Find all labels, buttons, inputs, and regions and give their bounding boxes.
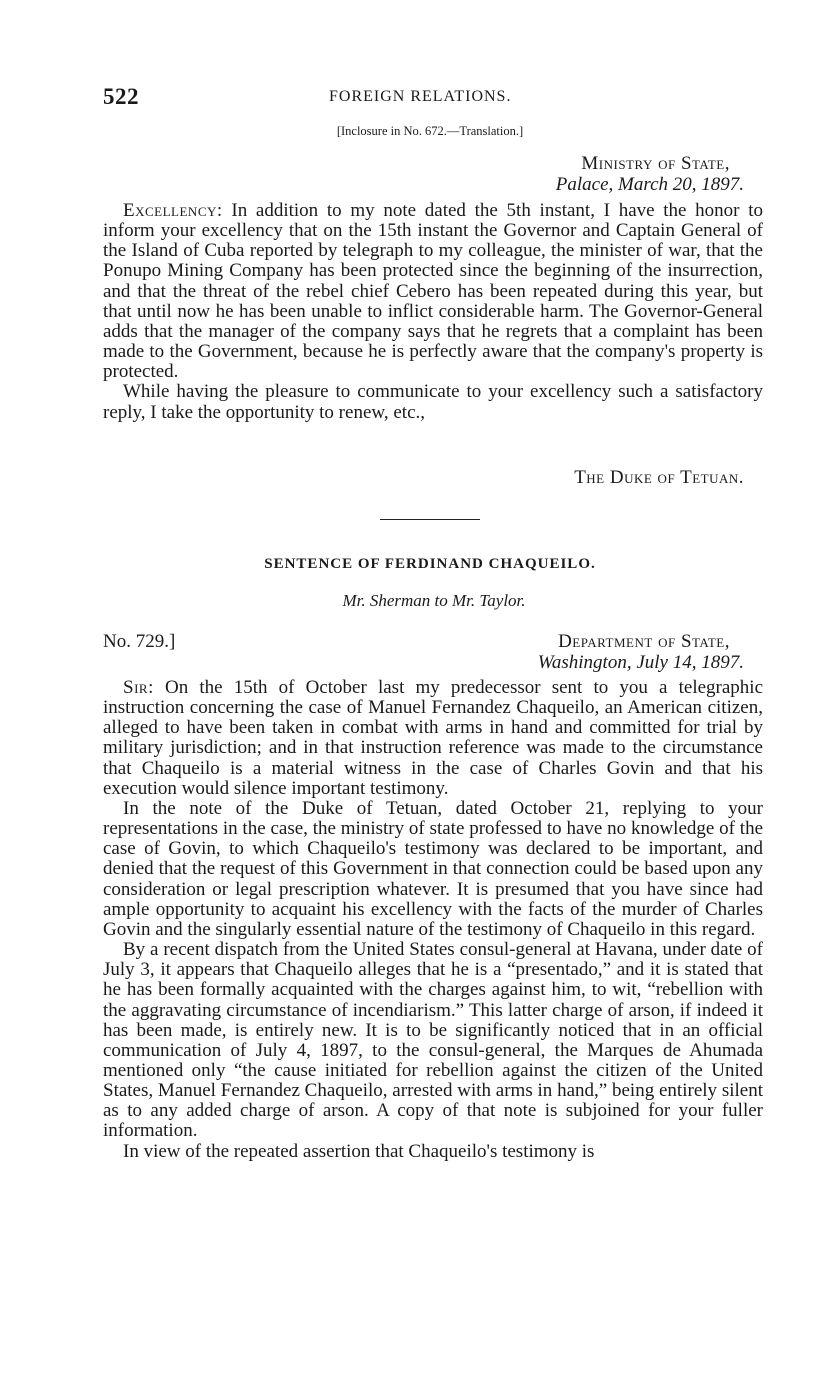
page-number: 522 — [103, 84, 139, 109]
paragraph: While having the pleasure to communicate to your excellency such a satisfactory reply, I take the opportunity to renew, etc., — [103, 381, 763, 423]
paragraph — [103, 201, 763, 382]
running-title: FOREIGN RELATIONS. — [329, 88, 512, 105]
place: Palace, — [555, 174, 614, 195]
place-date-line — [556, 174, 744, 196]
running-head — [103, 84, 763, 112]
paragraph: In view of the repeated assertion that Chaqueilo's testimony is — [123, 1140, 595, 1162]
section-subheading: Mr. Sherman to Mr. Taylor. — [342, 591, 526, 610]
sender-line: Ministry of State, — [581, 153, 730, 174]
paragraph: By a recent dispatch from the United States consul-general at Havana, under date of July 3, it appears that Chaqueilo alleges that he is a “presentado,” and it is stated that he has been formally acquainted with the charges against him, to wit, “rebellion with the aggravating circumstance of incendiarism.” This latter charge of arson, if indeed it has been made, is entirely new. It is to be significantly noticed that in an official communication of July 4, 1897, to the consul-general, the Marques de Ahumada mentioned only “the cause initiated for rebellion against the citizen of the United States, Manuel Fernandez Chaqueilo, arrested with arms in hand,” being entirely silent as to any added charge of arson. A copy of that note is subjoined for your fuller information. — [103, 939, 763, 1142]
paragraph: In the note of the Duke of Tetuan, dated October 21, replying to your representations in the case, the ministry of state professed to have no knowledge of the case of Govin, to which Chaqueilo's testimony was declared to be important, and denied that the request of this Government in that connection could be based upon any consideration or legal prescription whatever. It is presumed that you have since had ample opportunity to acquaint his excellency with the facts of the murder of Charles Govin and the singularly essential nature of the testimony of Chaqueilo in this regard. — [103, 797, 763, 940]
signature: The Duke of Tetuan. — [574, 467, 744, 488]
date: March 20, 1897. — [618, 174, 744, 195]
salutation: Sir: — [123, 677, 154, 698]
dispatch-number: No. 729.] — [103, 631, 176, 652]
paragraph-text: On the 15th of October last my predecessor sent to you a telegraphic instruction concerning the case of Manuel Fernandez Chaqueilo, an American citizen, alleged to have been taken in combat with arms in hand and committed for trial by military jurisdiction; and in that instruction reference was made to the circumstance that Chaqueilo is a material witness in the case of Charles Govin and that his execution would silence important testimony. — [103, 677, 764, 799]
letter-body — [103, 678, 763, 1162]
paragraph-text: In addition to my note dated the 5th instant, I have the honor to inform your excellency that on the 15th instant the Governor and Captain General of the Island of Cuba reported by telegraph to my colleague, the minister of war, that the Ponupo Mining Company has been protected since the beginning of the insurrection, and that the threat of the rebel chief Cebero has been repeated during this year, but that until now he has been unable to inflict considerable harm. The Governor-General adds that the manager of the company says that he regrets that a complaint has been made to the Government, because he is perfectly aware that the company's property is protected. — [103, 200, 764, 383]
salutation: Excellency: — [123, 200, 223, 221]
place-date-line — [538, 652, 744, 674]
sender-line: Department of State, — [558, 631, 730, 652]
place: Washington, — [537, 652, 632, 673]
date: July 14, 1897. — [636, 652, 744, 673]
section-divider — [380, 519, 480, 520]
paragraph — [103, 678, 763, 799]
inclosure-note: [Inclosure in No. 672.—Translation.] — [336, 124, 524, 138]
section-heading: SENTENCE OF FERDINAND CHAQUEILO. — [264, 556, 596, 572]
letter-body — [103, 201, 763, 423]
